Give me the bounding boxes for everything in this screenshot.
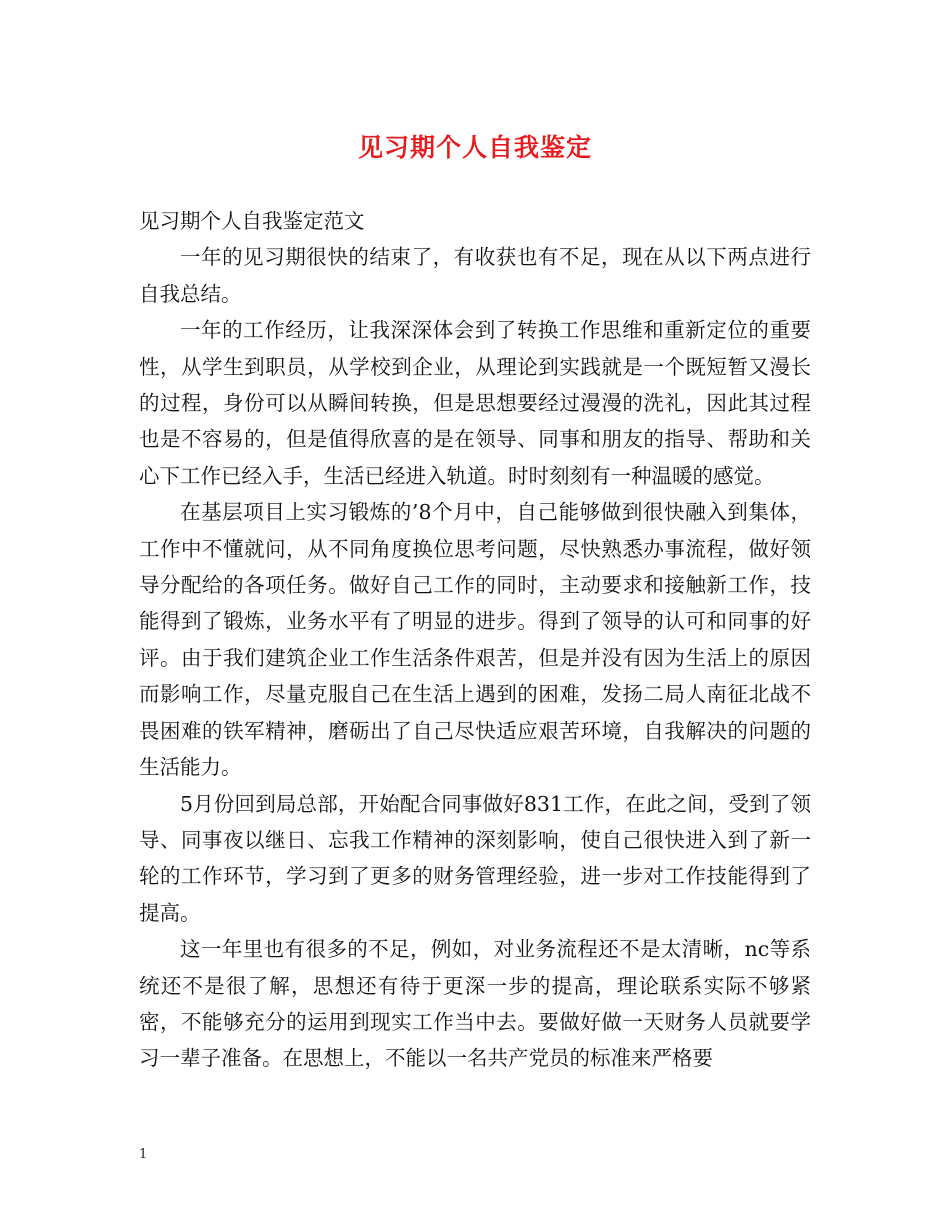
paragraph-5: 这一年里也有很多的不足，例如，对业务流程还不是太清晰，nc等系统还不是很了解，思想还有待于更深一步的提高，理论联系实际不够紧密，不能够充分的运用到现实工作当中去。要做好做一天财务人员就要学习一辈子准备。在思想上，不能以一名共产党员的标准来严格要 (139, 937, 811, 1071)
document-body (139, 203, 811, 1077)
document-title: 见习期个人自我鉴定 (357, 133, 592, 162)
paragraph-2: 一年的工作经历，让我深深体会到了转换工作思维和重新定位的重要性，从学生到职员，从学校到企业，从理论到实践就是一个既短暂又漫长的过程，身份可以从瞬间转换，但是思想要经过漫漫的洗礼，因此其过程也是不容易的，但是值得欣喜的是在领导、同事和朋友的指导、帮助和关心下工作已经入手，生活已经进入轨道。时时刻刻有一种温暖的感觉。 (139, 318, 811, 488)
paragraph-1: 一年的见习期很快的结束了，有收获也有不足，现在从以下两点进行自我总结。 (139, 245, 811, 306)
document-subtitle: 见习期个人自我鉴定范文 (139, 209, 365, 233)
paragraph-3: 在基层项目上实习锻炼的’8个月中，自己能够做到很快融入到集体，工作中不懂就问，从不同角度换位思考问题，尽快熟悉办事流程，做好领导分配给的各项任务。做好自己工作的同时，主动要求和接触新工作，技能得到了锻炼，业务水平有了明显的进步。得到了领导的认可和同事的好评。由于我们建筑企业工作生活条件艰苦，但是并没有因为生活上的原因而影响工作，尽量克服自己在生活上遇到的困难，发扬二局人南征北战不畏困难的铁军精神，磨砺出了自己尽快适应艰苦环境，自我解决的问题的生活能力。 (139, 500, 811, 780)
paragraph-4: 5月份回到局总部，开始配合同事做好831工作，在此之间，受到了领导、同事夜以继日、忘我工作精神的深刻影响，使自己很快进入到了新一轮的工作环节，学习到了更多的财务管理经验，进一步对工作技能得到了提高。 (139, 791, 811, 925)
page-number: 1 (139, 1147, 148, 1162)
